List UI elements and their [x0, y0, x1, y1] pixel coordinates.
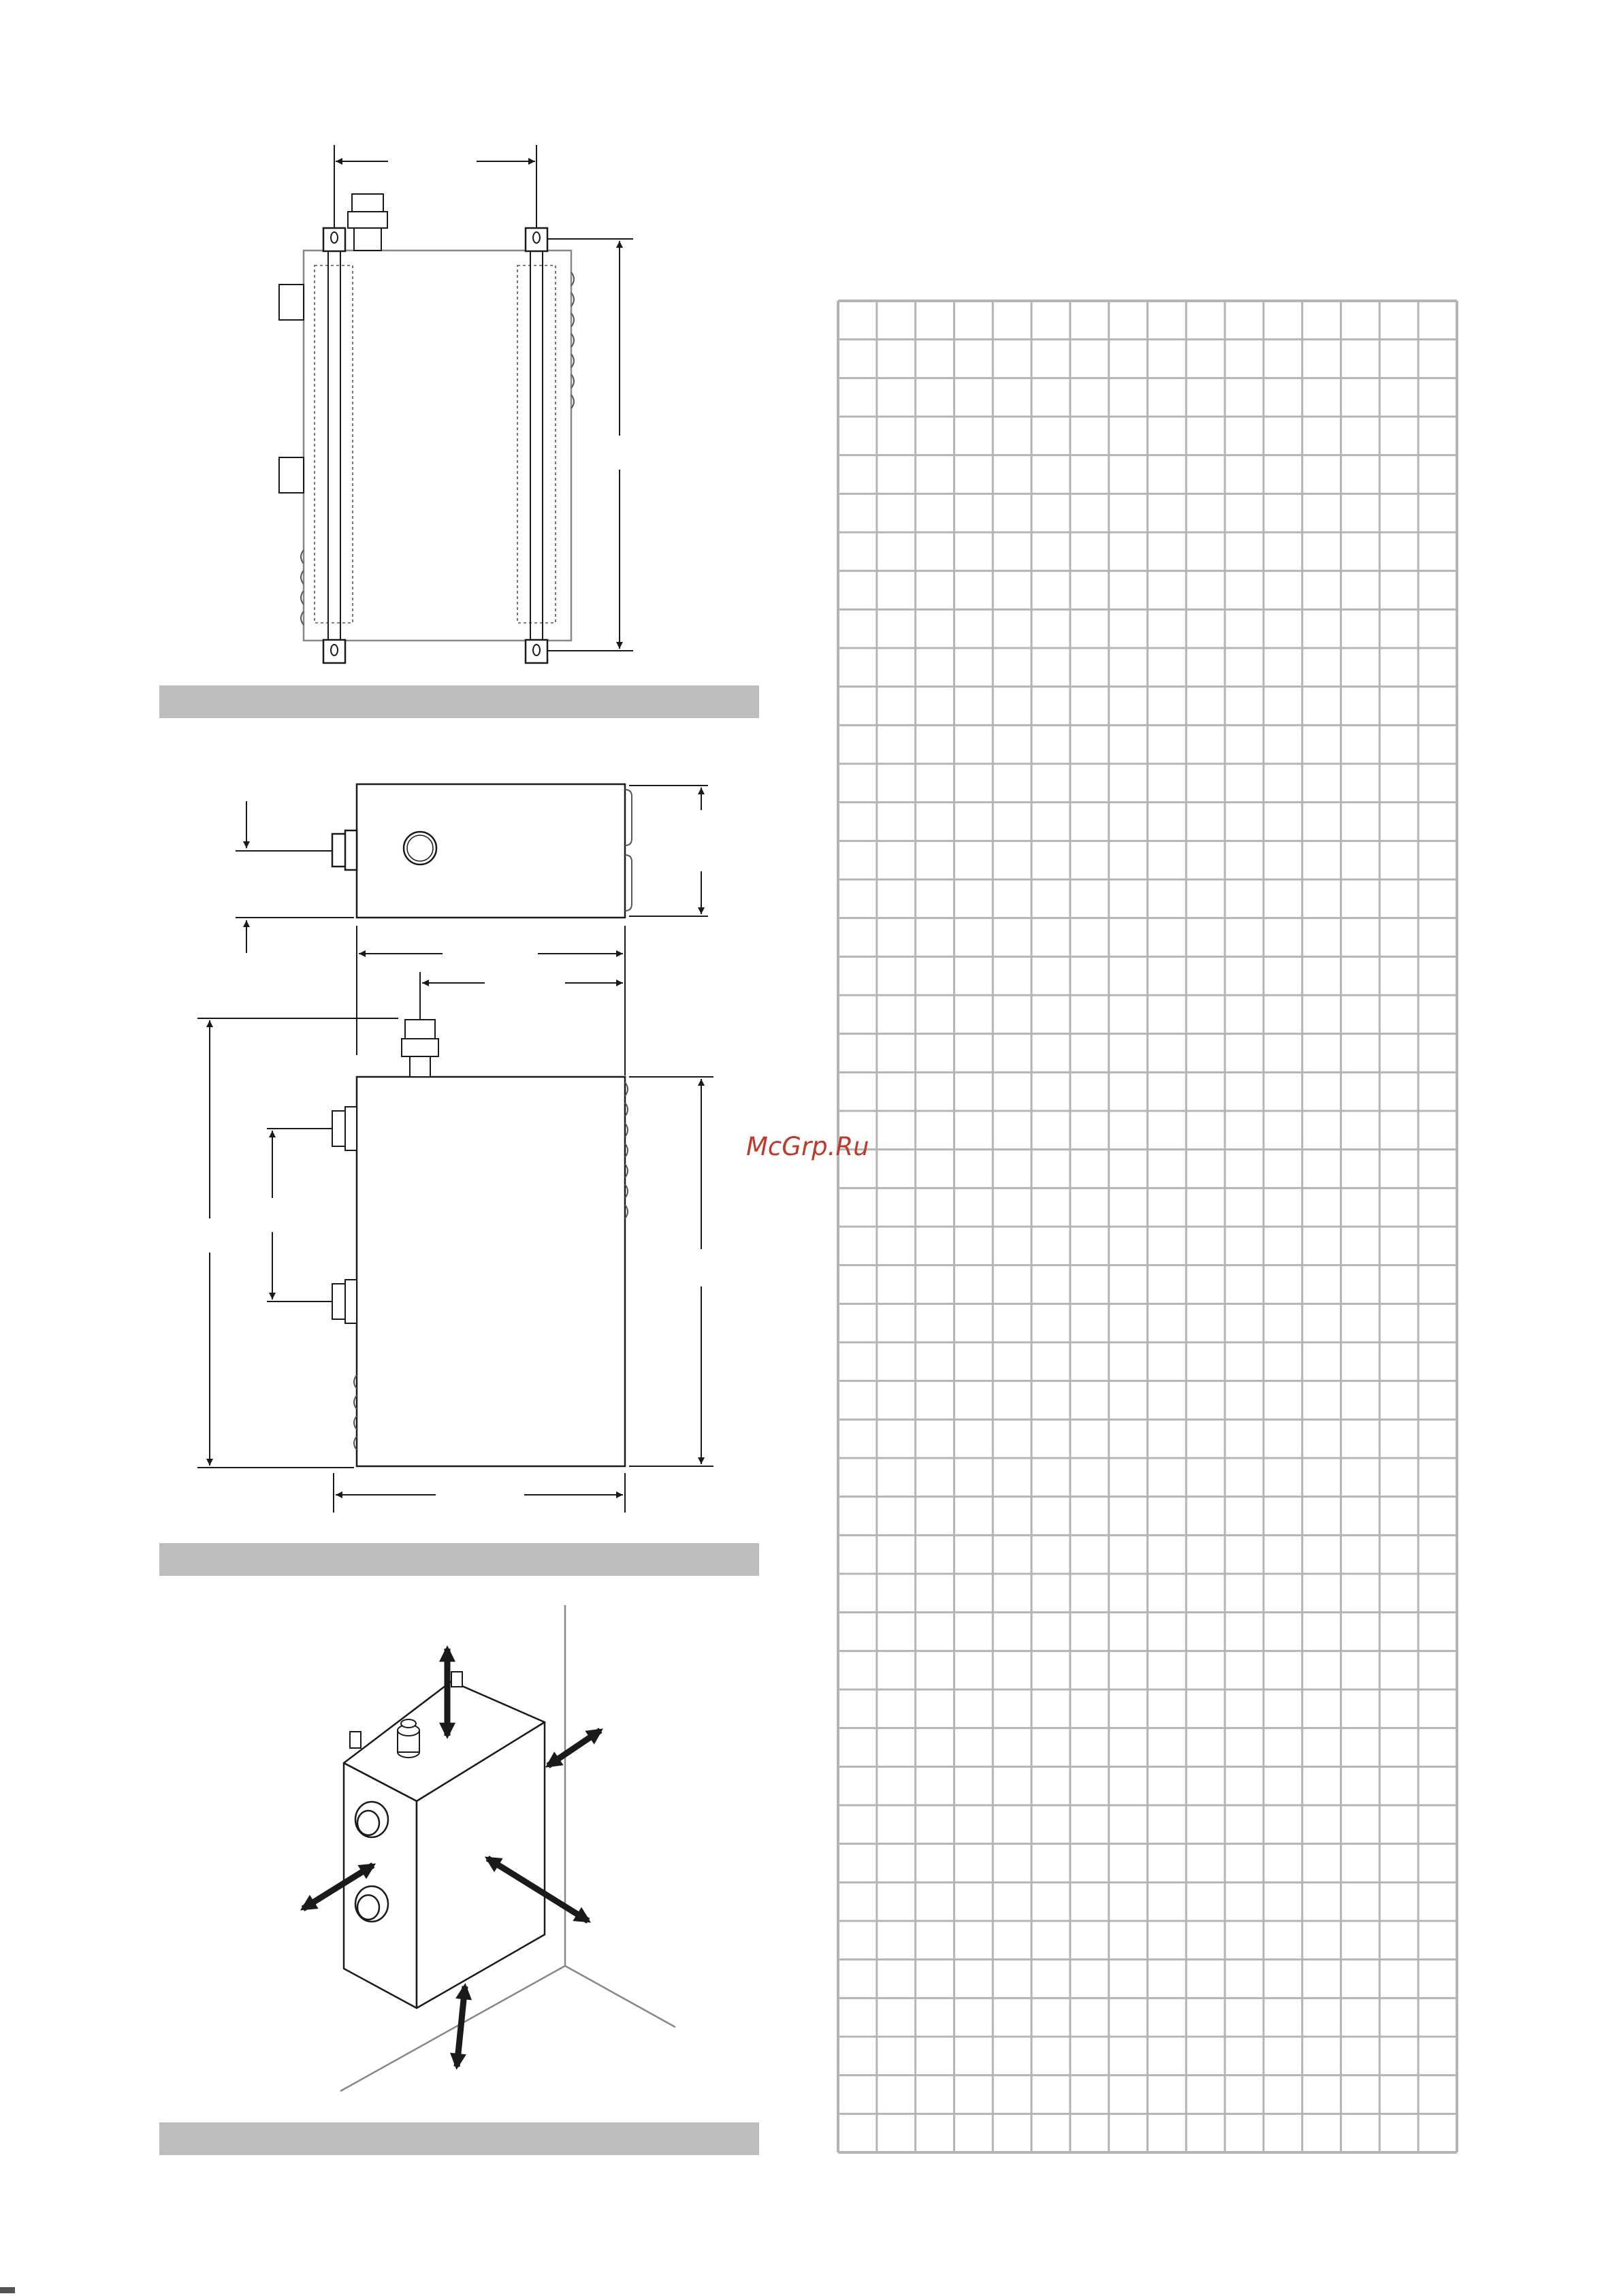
valve-icon — [348, 194, 387, 250]
watermark: McGrp.Ru — [746, 1132, 869, 1161]
caption-bar-1 — [159, 685, 759, 718]
boiler-left-face — [344, 1763, 417, 2008]
dimension-lines — [197, 926, 713, 1513]
figure-front-view — [197, 926, 713, 1513]
figure-back-view — [279, 145, 633, 663]
housing-outline — [304, 250, 571, 641]
pipe-connection-icon — [279, 285, 304, 493]
caption-bar-3 — [159, 2122, 759, 2155]
housing-front — [357, 1077, 625, 1466]
valve-top-icon — [404, 832, 436, 864]
housing-top — [357, 784, 625, 918]
figure-installation-clearances — [303, 1605, 675, 2091]
figure-top-view — [236, 784, 708, 953]
pipe-connection-icon — [332, 830, 357, 870]
mounting-bracket-icon — [323, 228, 547, 663]
caption-bar-2 — [159, 1543, 759, 1576]
note-grid — [838, 301, 1457, 2152]
pipe-connection-icon — [332, 1107, 357, 1323]
valve-icon — [402, 1020, 438, 1077]
dimension-lines — [236, 786, 708, 953]
valve-icon — [398, 1719, 419, 1758]
page-corner-mark — [0, 2287, 15, 2293]
mounting-rails — [315, 265, 556, 623]
clearance-arrow-bottom — [457, 1986, 465, 2067]
clearance-arrow-wall-right — [548, 1730, 600, 1766]
